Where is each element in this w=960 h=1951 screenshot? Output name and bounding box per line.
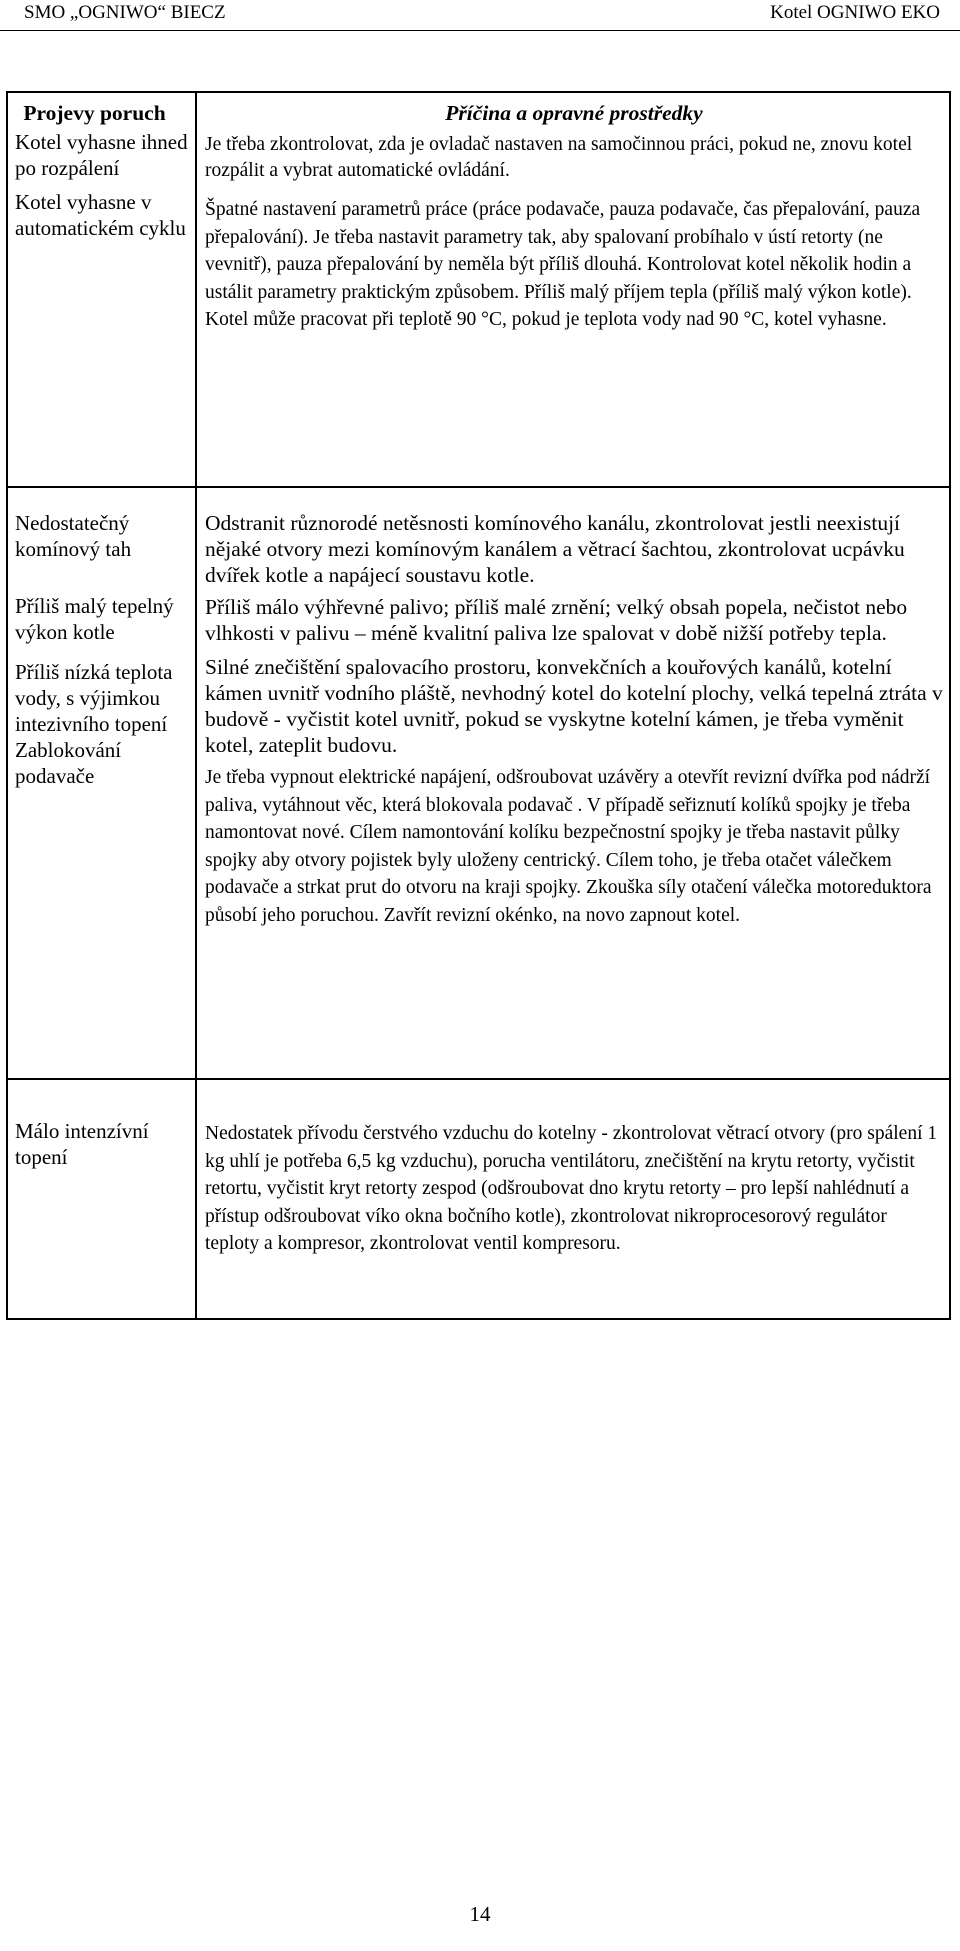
remedy-cell: [196, 92, 950, 487]
symptom-cell: [7, 1079, 196, 1319]
symptom-text: Málo intenzívní topení: [15, 1119, 149, 1169]
symptom-text: Kotel vyhasne ihned po rozpálení: [15, 130, 188, 180]
symptom-cell: [7, 487, 196, 1079]
remedy-text: Odstranit různorodé netěsnosti komínového kanálu, zkontrolovat jestli neexistují nějaké otvory mezi komínovým kanálem a větrací šachtou, zkontrolovat ucpávku dvířek kotle a napájecí soustavu kotle.: [205, 511, 905, 587]
remedy-cell: [196, 487, 950, 1079]
remedy-text: Nedostatek přívodu čerstvého vzduchu do kotelny - zkontrolovat větrací otvory (pro spálení 1 kg uhlí je potřeba 6,5 kg vzduchu), porucha ventilátoru, znečištění na krytu retorty, vyčistit retortu, vyčistit kryt retorty zespod (odšroubovat dno krytu retorty – pro lepší nahlédnutí a přístup odšroubovat víko okna bočního kotle), zkontrolovat nikroprocesorový regulátor teploty a kompresor, zkontrolovat ventil kompresoru.: [205, 1123, 938, 1254]
symptom-text: Zablokování podavače: [15, 738, 122, 788]
column-header-symptom: Projevy poruch: [23, 101, 166, 125]
header-product: Kotel OGNIWO EKO: [770, 2, 940, 23]
header-rule: [0, 30, 960, 31]
page-number: 14: [469, 1902, 491, 1926]
table-row: [7, 92, 950, 487]
symptom-text: Nedostatečný komínový tah: [15, 511, 132, 561]
column-header-remedy: Příčina a opravné prostředky: [445, 101, 703, 125]
remedy-text: Je třeba vypnout elektrické napájení, odšroubovat uzávěry a otevřít revizní dvířka pod nádrží paliva, vytáhnout věc, která blokovala podavač . V případě seřiznutí kolíků spojky je třeba namontovat nové. Cílem namontování kolíku bezpečnostní spojky je třeba nastavit půlky spojky aby otvory pojistek byly uloženy centrický. Cílem toho, je třeba otačet válečkem podavače a strkat prut do otvoru na kraji spojky. Zkouška síly otačení válečka motoreduktora působí jeho poruchou. Zavřít revizní okénko, na novo zapnout kotel.: [205, 767, 932, 926]
symptom-cell: [7, 92, 196, 487]
table-row: [7, 487, 950, 1079]
header-company: SMO „OGNIWO“ BIECZ: [24, 2, 226, 23]
symptom-text: Příliš nízká teplota vody, s výjimkou intezivního topení: [15, 660, 173, 736]
remedy-text: Silné znečištění spalovacího prostoru, konvekčních a kouřových kanálů, kotelní kámen uvnitř vodního pláště, nevhodný kotel do kotelní plochy, velká tepelná ztráta v budově - vyčistit kotel uvnitř, pokud se vyskytne kotelní kámen, je třeba vyměnit kotel, zateplit budovu.: [205, 655, 943, 757]
remedy-text: Špatné nastavení parametrů práce (práce podavače, pauza podavače, čas přepalování, pauza přepalování). Je třeba nastavit parametry tak, aby spalovaní probíhalo v ústí retorty (ne vevnitř), pauza přepalování by neměla být příliš dlouhá. Kontrolovat kotel několik hodin a ustálit parametry praktickým způsobem. Příliš malý příjem tepla (příliš malý výkon kotle). Kotel může pracovat při teplotě 90 °C, pokud je teplota vody nad 90 °C, kotel vyhasne.: [205, 199, 921, 330]
page-header: [0, 0, 960, 30]
remedy-text: Je třeba zkontrolovat, zda je ovladač nastaven na samočinnou práci, pokud ne, znovu kotel rozpálit a vybrat automatické ovládání.: [205, 134, 913, 181]
symptom-text: Příliš malý tepelný výkon kotle: [15, 594, 174, 644]
symptom-text: Kotel vyhasne v automatickém cyklu: [15, 190, 186, 240]
table-row: [7, 1079, 950, 1319]
troubleshooting-table: [6, 91, 951, 1320]
remedy-text: Příliš málo výhřevné palivo; příliš malé zrnění; velký obsah popela, nečistot nebo vlhkosti v palivu – méně kvalitní paliva lze spalovat v době nižší potřeby tepla.: [205, 595, 908, 645]
remedy-cell: [196, 1079, 950, 1319]
